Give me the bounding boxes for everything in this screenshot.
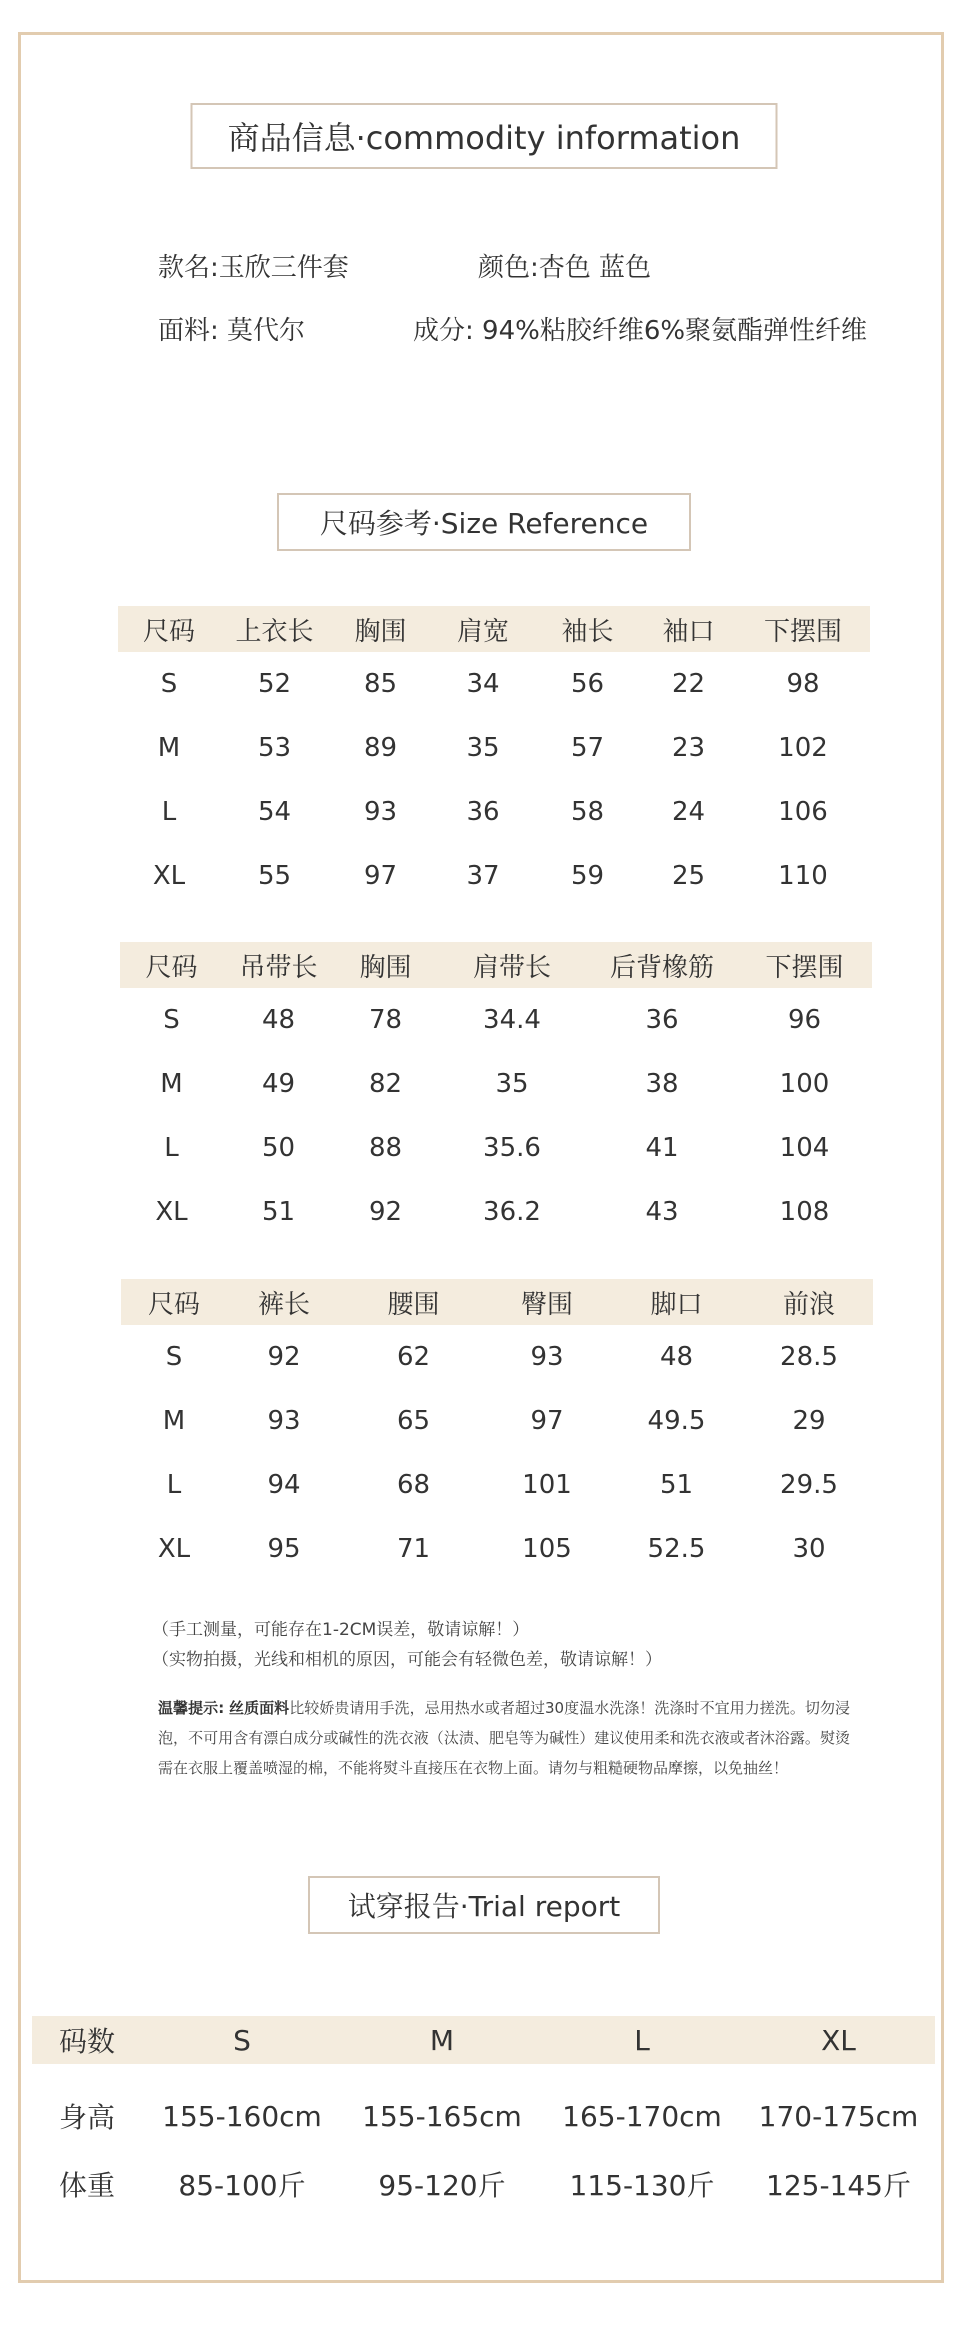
table-cell: XL <box>152 861 186 891</box>
table-cell: 28.5 <box>780 1342 838 1372</box>
product-color: 颜色:杏色 蓝色 <box>478 253 652 283</box>
table-cell: 155-165cm <box>362 2099 522 2133</box>
header-size: 尺码 <box>118 606 220 652</box>
table-cell: 35 <box>495 1069 529 1099</box>
table-row-height <box>32 2082 935 2150</box>
table-cell: 78 <box>368 1005 403 1035</box>
spacer-row <box>32 2064 935 2082</box>
table-row <box>120 1052 872 1116</box>
table-cell: 82 <box>368 1069 403 1099</box>
table-cell: L <box>161 797 177 827</box>
table-cell: M <box>160 1069 183 1099</box>
table-cell: 85 <box>363 669 398 699</box>
table-cell: 25 <box>671 861 706 891</box>
table-header-row <box>32 2016 935 2064</box>
table-cell: 53 <box>257 733 292 763</box>
table-cell: S <box>163 1005 180 1035</box>
header-size: 尺码 <box>120 942 223 988</box>
tips-highlight: 丝质面料 <box>229 1699 290 1717</box>
header-size: 尺码 <box>121 1279 227 1325</box>
table-cell: M <box>162 1406 186 1436</box>
care-tips <box>158 1693 850 1783</box>
camisole-size-table <box>120 942 872 1244</box>
header-size-label: 码数 <box>32 2016 142 2064</box>
table-cell: 65 <box>396 1406 431 1436</box>
table-row <box>118 652 870 716</box>
table-cell: 38 <box>645 1069 679 1099</box>
table-header-row <box>121 1279 873 1325</box>
header-hip: 臀围 <box>486 1279 608 1325</box>
table-row <box>118 716 870 780</box>
table-cell: 100 <box>779 1069 830 1099</box>
header-size-m: M <box>342 2016 542 2064</box>
table-cell: 105 <box>522 1534 572 1564</box>
header-shoulder-strap-length: 肩带长 <box>437 942 587 988</box>
table-cell: 29 <box>792 1406 826 1436</box>
header-leg-opening: 脚口 <box>608 1279 745 1325</box>
note-measurement-error: （手工测量，可能存在1-2CM误差，敬请谅解！） <box>152 1620 530 1640</box>
table-cell: S <box>160 669 178 699</box>
table-cell: 95 <box>267 1534 301 1564</box>
table-cell: 125-145斤 <box>766 2169 911 2202</box>
header-front-rise: 前浪 <box>745 1279 873 1325</box>
tips-text: 比较娇贵请用手洗，忌用热水或者超过30度温水洗涤！洗涤时不宜用力搓洗。切勿浸泡，不可用含有漂白成分或碱性的洗衣液（汰渍、肥皂等为碱性）建议使用柔和洗衣液或者沐浴露。熨烫需在衣服上覆盖喷湿的棉，不能将熨斗直接压在衣物上面。请勿与粗糙硬物品摩擦，以免抽丝！ <box>158 1699 850 1777</box>
table-cell: 88 <box>368 1133 403 1163</box>
table-cell: 57 <box>570 733 605 763</box>
table-cell: 52 <box>257 669 292 699</box>
trial-report-table <box>32 2016 935 2218</box>
table-cell: 98 <box>786 669 820 699</box>
header-cuff: 袖口 <box>641 606 736 652</box>
table-cell: 85-100斤 <box>178 2169 306 2202</box>
table-cell: 95-120斤 <box>378 2169 506 2202</box>
table-cell: 94 <box>267 1470 301 1500</box>
table-row <box>120 1116 872 1180</box>
table-cell: 35 <box>466 733 500 763</box>
table-cell: 97 <box>530 1406 564 1436</box>
table-cell: XL <box>155 1197 188 1227</box>
table-cell: 96 <box>787 1005 822 1035</box>
table-cell: 58 <box>570 797 605 827</box>
table-cell: 165-170cm <box>562 2099 722 2133</box>
tips-label: 温馨提示: <box>158 1699 225 1717</box>
table-row <box>121 1517 873 1581</box>
table-cell: XL <box>157 1534 191 1564</box>
header-size-l: L <box>542 2016 742 2064</box>
table-cell: 97 <box>363 861 398 891</box>
table-header-row <box>120 942 872 988</box>
table-cell: 36 <box>466 797 500 827</box>
table-cell: 110 <box>778 861 828 891</box>
table-cell: 48 <box>659 1342 694 1372</box>
table-cell: 93 <box>267 1406 301 1436</box>
note-color-difference: （实物拍摄，光线和相机的原因，可能会有轻微色差，敬请谅解！） <box>152 1650 662 1670</box>
table-cell: 54 <box>257 797 292 827</box>
table-row <box>121 1389 873 1453</box>
spacer-cell <box>32 2064 935 2082</box>
table-cell: 55 <box>257 861 292 891</box>
table-cell: 104 <box>779 1133 830 1163</box>
table-cell: 34.4 <box>483 1005 541 1035</box>
product-name: 款名:玉欣三件套 <box>158 253 349 283</box>
header-bust: 胸围 <box>329 606 432 652</box>
header-pants-length: 裤长 <box>227 1279 341 1325</box>
table-cell: 106 <box>778 797 828 827</box>
table-cell: 62 <box>396 1342 431 1372</box>
table-row <box>120 988 872 1052</box>
table-cell: 115-130斤 <box>569 2169 715 2202</box>
table-cell: 92 <box>267 1342 301 1372</box>
table-cell: 23 <box>671 733 706 763</box>
header-shoulder-width: 肩宽 <box>432 606 534 652</box>
table-cell: 155-160cm <box>162 2099 322 2133</box>
table-cell: 36.2 <box>483 1197 541 1227</box>
header-sleeve-length: 袖长 <box>534 606 641 652</box>
table-cell: 170-175cm <box>758 2099 919 2133</box>
trial-report-title: 试穿报告·Trial report <box>308 1876 660 1934</box>
table-cell: 56 <box>570 669 605 699</box>
table-cell: 35.6 <box>483 1133 541 1163</box>
header-waist: 腰围 <box>341 1279 486 1325</box>
header-top-length: 上衣长 <box>220 606 329 652</box>
table-cell: 43 <box>645 1197 679 1227</box>
table-cell: 52.5 <box>647 1534 706 1564</box>
header-bust: 胸围 <box>334 942 437 988</box>
table-cell: 体重 <box>58 2169 115 2202</box>
table-cell: 37 <box>466 861 500 891</box>
table-cell: 34 <box>466 669 500 699</box>
product-fabric: 面料: 莫代尔 <box>158 316 306 346</box>
table-cell: 108 <box>779 1197 830 1227</box>
table-row <box>121 1453 873 1517</box>
table-cell: 29.5 <box>780 1470 838 1500</box>
header-back-elastic: 后背橡筋 <box>587 942 737 988</box>
table-cell: 71 <box>396 1534 431 1564</box>
size-reference-title: 尺码参考·Size Reference <box>277 493 691 551</box>
table-cell: 身高 <box>58 2101 115 2134</box>
header-size-s: S <box>142 2016 342 2064</box>
table-row <box>121 1325 873 1389</box>
table-cell: 89 <box>363 733 398 763</box>
header-hem: 下摆围 <box>736 606 870 652</box>
pants-size-table <box>121 1279 873 1581</box>
table-cell: 102 <box>778 733 828 763</box>
commodity-info-title: 商品信息·commodity information <box>191 103 778 169</box>
table-cell: 68 <box>396 1470 431 1500</box>
table-cell: 101 <box>522 1470 572 1500</box>
table-cell: 59 <box>570 861 605 891</box>
table-cell: 24 <box>671 797 706 827</box>
table-cell: 30 <box>792 1534 826 1564</box>
table-cell: 41 <box>645 1133 679 1163</box>
table-cell: M <box>157 733 181 763</box>
table-cell: L <box>166 1470 182 1500</box>
product-composition: 成分: 94%粘胶纤维6%聚氨酯弹性纤维 <box>413 316 868 346</box>
header-strap-length: 吊带长 <box>223 942 334 988</box>
table-row <box>118 844 870 908</box>
table-cell: 93 <box>530 1342 564 1372</box>
header-size-xl: XL <box>742 2016 935 2064</box>
table-cell: 50 <box>261 1133 296 1163</box>
table-cell: 51 <box>261 1197 296 1227</box>
table-cell: 36 <box>645 1005 679 1035</box>
measurement-notes <box>152 1615 852 1675</box>
table-cell: 48 <box>261 1005 296 1035</box>
header-hem: 下摆围 <box>737 942 872 988</box>
table-cell: 51 <box>659 1470 694 1500</box>
table-cell: S <box>165 1342 183 1372</box>
table-row-weight <box>32 2150 935 2218</box>
table-row <box>118 780 870 844</box>
table-cell: 92 <box>368 1197 403 1227</box>
table-cell: L <box>164 1133 179 1163</box>
table-row <box>120 1180 872 1244</box>
table-cell: 22 <box>671 669 706 699</box>
table-cell: 49 <box>261 1069 296 1099</box>
table-cell: 93 <box>363 797 398 827</box>
table-cell: 49.5 <box>647 1406 706 1436</box>
top-size-table <box>118 606 870 908</box>
table-header-row <box>118 606 870 652</box>
